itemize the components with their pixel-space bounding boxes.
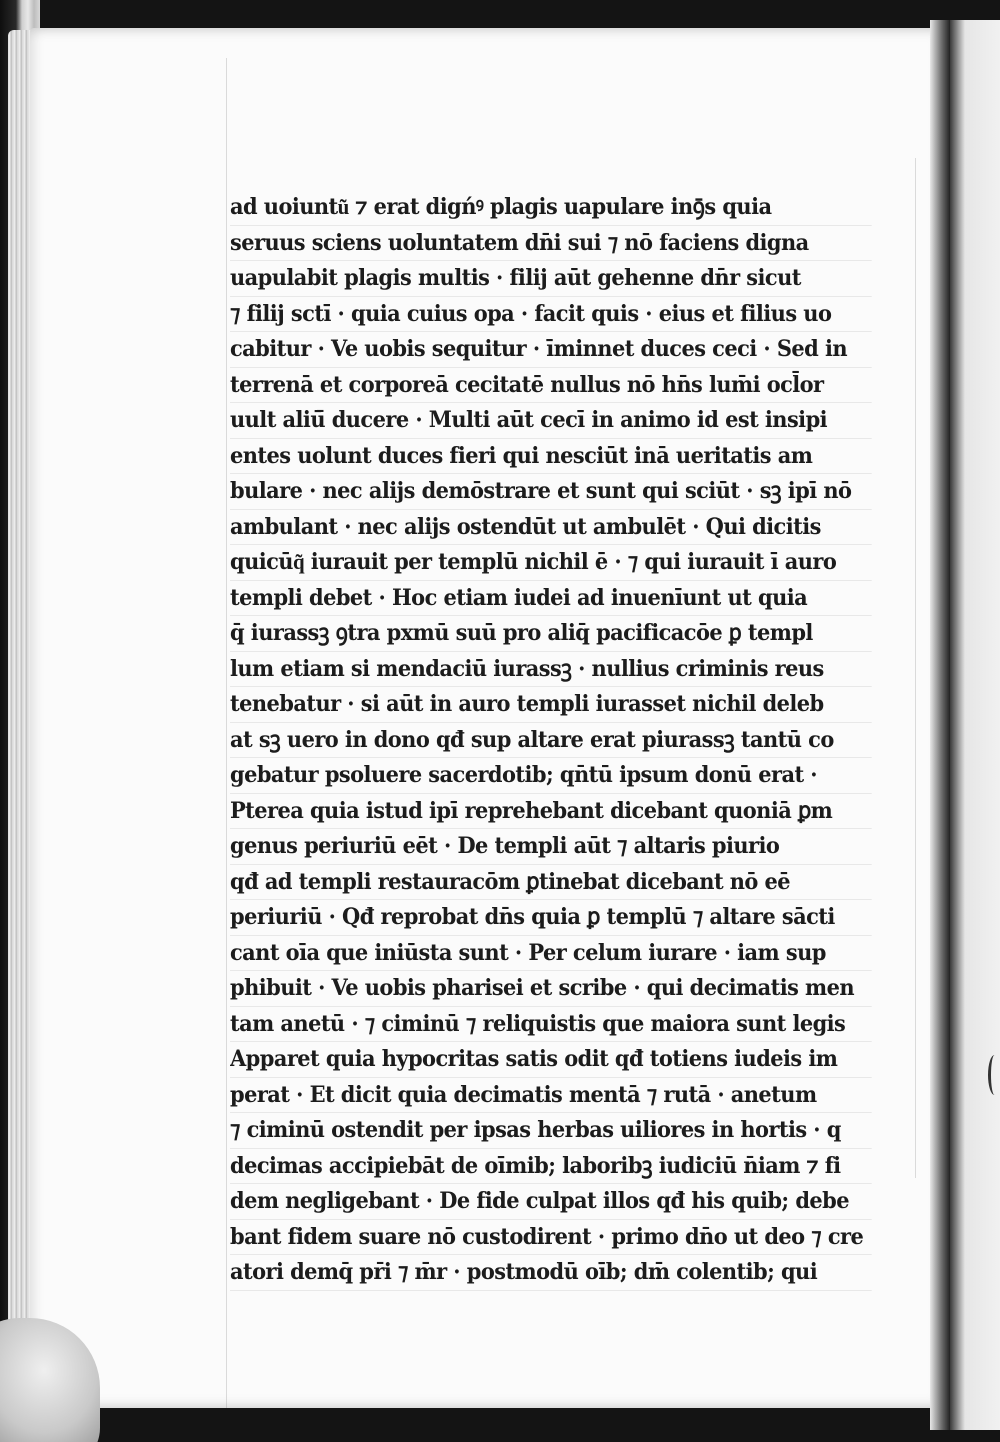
text-line: templi debet · Hoc etiam iudei ad inuenīunt ut quia bbox=[230, 581, 872, 617]
ruling-line-left bbox=[226, 58, 227, 1408]
text-line: q̄ iurassꝫ ꝯtra pxmū suū pro aliq̄ pacificacōe ꝑ templ bbox=[230, 616, 872, 652]
text-line: cant oīa que iniūsta sunt · Per celum iurare · iam sup bbox=[230, 936, 872, 972]
text-line: bulare · nec alijs demōstrare et sunt qui sciūt · sꝫ ipī nō bbox=[230, 474, 872, 510]
text-line: ⁊ filij sctī · quia cuius opa · facit quis · eius et filius uo bbox=[230, 297, 872, 333]
text-line: genus periuriū eēt · De templi aūt ⁊ altaris piurio bbox=[230, 829, 872, 865]
book-gutter bbox=[930, 20, 950, 1430]
text-line: ⁊ ciminū ostendit per ipsas herbas uiliores in hortis · q bbox=[230, 1113, 872, 1149]
text-line: qđ ad templi restauracōm ꝑtinebat dicebant nō eē bbox=[230, 865, 872, 901]
text-line: uapulabit plagis multis · filij aūt gehenne dn̄r sicut bbox=[230, 261, 872, 297]
text-line: perat · Et dicit quia decimatis mentā ⁊ rutā · anetum bbox=[230, 1078, 872, 1114]
text-line: entes uolunt duces fieri qui nesciūt inā ueritatis am bbox=[230, 439, 872, 475]
text-line: gebatur psoluere sacerdotib; qn̄tū ipsum donū erat · bbox=[230, 758, 872, 794]
text-line: decimas accipiebāt de oīmib; laboribꝫ iudiciū n̄iam ⁊ fi bbox=[230, 1149, 872, 1185]
text-line: uult aliū̄ ducere · Multi aūt cecī in animo id est insipi bbox=[230, 403, 872, 439]
text-column bbox=[230, 190, 920, 1291]
manuscript-page bbox=[30, 28, 950, 1408]
text-line: periuriū · Qđ reprobat dn̄s quia ꝑ templū ⁊ altare sācti bbox=[230, 900, 872, 936]
facing-page-edge bbox=[950, 20, 1000, 1430]
text-line: ambulant · nec alijs ostendūt ut ambulēt · Qui dicitis bbox=[230, 510, 872, 546]
text-line: bant fidem suare nō custodirent · primo dn̄o ut deo ⁊ cre bbox=[230, 1220, 872, 1256]
text-line: cabitur · Ve uobis sequitur · īminnet duces ceci · Sed in bbox=[230, 332, 872, 368]
text-line: quicūq͂ iurauit per templū nichil ē · ⁊ qui iurauit ī auro bbox=[230, 545, 872, 581]
text-line: Apparet quia hypocritas satis odit qđ totiens iudeis im bbox=[230, 1042, 872, 1078]
text-line: tam anetū · ⁊ ciminū ⁊ reliquistis que maiora sunt legis bbox=[230, 1007, 872, 1043]
text-line: ad uoiuntu͂ ⁊ erat digńꝰ plagis uapulare inꝯ̄s quia bbox=[230, 190, 872, 226]
text-line: atori demq̄ pr̄i ⁊ m̄r · postmodū oīb; dm̄ colentib; qui bbox=[230, 1255, 872, 1291]
text-line: Pterea quia istud ipī reprehebant dicebant quoniā ꝑm bbox=[230, 794, 872, 830]
text-line: terrenā et corporeā cecitatē nullus nō hn̄s lum̄i ocl̄or bbox=[230, 368, 872, 404]
text-line: phibuit · Ve uobis pharisei et scribe · qui decimatis men bbox=[230, 971, 872, 1007]
facing-page-ink-mark bbox=[988, 1055, 1000, 1095]
text-line: seruus sciens uoluntatem dn̄i sui ⁊ nō faciens digna bbox=[230, 226, 872, 262]
text-line: at sꝫ uero in dono qđ sup altare erat piurassꝫ tantū co bbox=[230, 723, 872, 759]
text-line: dem negligebant · De fide culpat illos qđ his quib; debe bbox=[230, 1184, 872, 1220]
text-line: tenebatur · si aūt in auro templi iurasset nichil deleb bbox=[230, 687, 872, 723]
text-line: lum etiam si mendaciū iurassꝫ · nullius criminis reus bbox=[230, 652, 872, 688]
